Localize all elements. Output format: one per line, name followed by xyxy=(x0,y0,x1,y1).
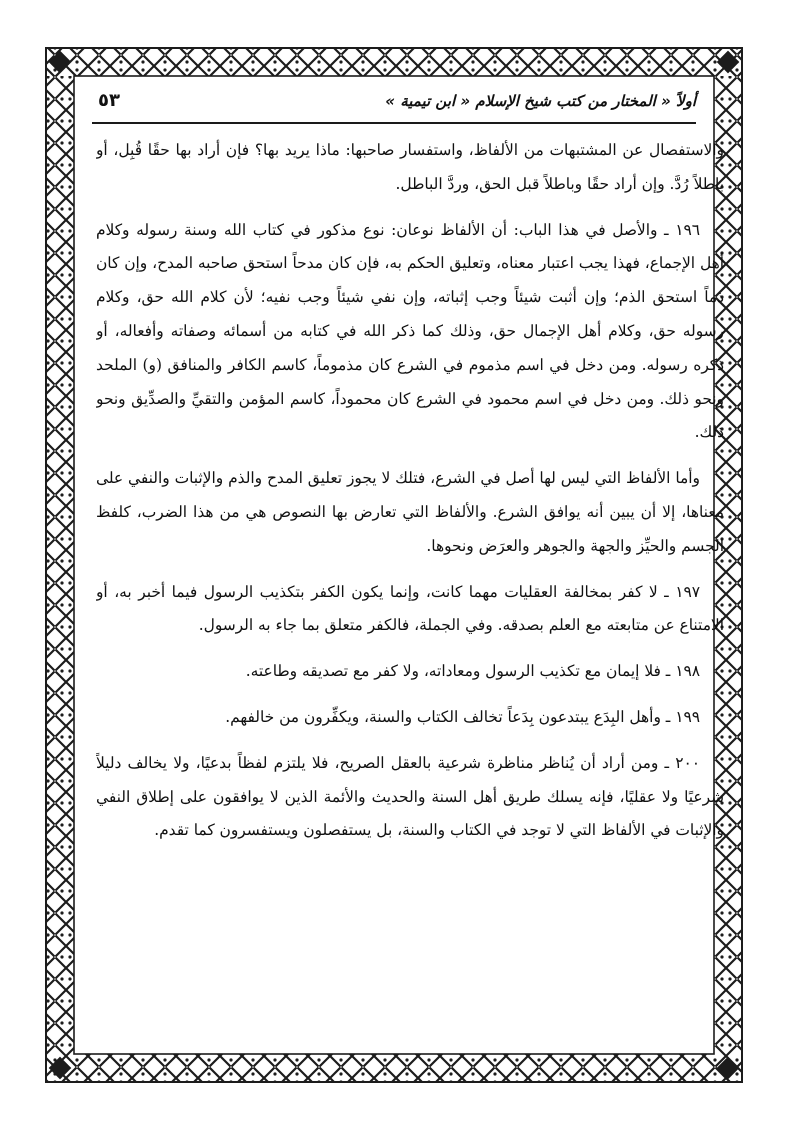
header-divider xyxy=(92,122,696,124)
body-text xyxy=(96,134,724,1046)
paragraph-199: ١٩٩ ـ وأهل البِدَع يبتدعون بِدَعاً تخالف الكتاب والسنة، ويكفِّرون من خالفهم. xyxy=(225,707,700,726)
paragraph-196: ١٩٦ ـ والأصل في هذا الباب: أن الألفاظ نوعان: نوع مذكور في كتاب الله وسنة رسوله وكلام أهل الإجماع، فهذا يجب اعتبار معناه، وتعليق الحكم به، فإن كان مدحاً استحق صاحبه المدح، وإن كان ذماً استحق الذم؛ وإن أثبت شيئاً وجب إثباته، وإن نفي شيئاً وجب نفيه؛ لأن كلام الله حق، وكلام رسوله حق، وكلام أهل الإجمال حق، وذلك كما ذكر الله في كتابه من أسمائه وصفاته وأفعاله، أو ذكره رسوله. ومن دخل في اسم مذموم في الشرع كان مذموماً، كاسم الكافر والمنافق (و) الملحد ونحو ذلك. ومن دخل في اسم محمود في الشرع كان محموداً، كاسم المؤمن والتقيِّ والصدِّيق ونحو ذلك. xyxy=(96,220,724,442)
header-title: أولاً « المختار من كتب شيخ الإسلام « ابن تيمية » xyxy=(385,92,696,110)
paragraph-198: ١٩٨ ـ فلا إيمان مع تكذيب الرسول ومعاداته، ولا كفر مع تصديقه وطاعته. xyxy=(245,662,700,681)
paragraph-non-sharia-terms: وأما الألفاظ التي ليس لها أصل في الشرع، فتلك لا يجوز تعليق المدح والذم والإثبات والنفي على معناها، إلا أن يبين أنه يوافق الشرع. والألفاظ التي تعارض بها النصوص هي من هذا الضرب، كلفظ الجسم والحيِّز والجهة والجوهر والعرَض ونحوها. xyxy=(96,469,724,555)
paragraph-200: ٢٠٠ ـ ومن أراد أن يُناظر مناظرة شرعية بالعقل الصريح، فلا يلتزم لفظاً بدعيًا، ولا يخالف دليلاً شرعيًا ولا عقليًا، فإنه يسلك طريق أهل السنة والحديث والأئمة الذين لا يوافقون على إطلاق النفي والإثبات في الألفاظ التي لا توجد في الكتاب والسنة، بل يستفصلون ويستفسرون كما تقدم. xyxy=(96,753,724,840)
page-number: ٥٣ xyxy=(98,90,120,111)
paragraph-197: ١٩٧ ـ لا كفر بمخالفة العقليات مهما كانت، وإنما يكون الكفر بتكذيب الرسول فيما أخبر به، أو الامتناع عن متابعته مع العلم بصدقه. وفي الجملة، فالكفر متعلق بما جاء به الرسول. xyxy=(96,582,724,635)
running-header xyxy=(92,90,696,120)
paragraph-continuation: والاستفصال عن المشتبهات من الألفاظ، واستفسار صاحبها: ماذا يريد بها؟ فإن أراد بها حقًا قُبِل، أو باطلاً رُدَّ. وإن أراد حقًا وباطلاً قبل الحق، وردَّ الباطل. xyxy=(96,141,724,193)
